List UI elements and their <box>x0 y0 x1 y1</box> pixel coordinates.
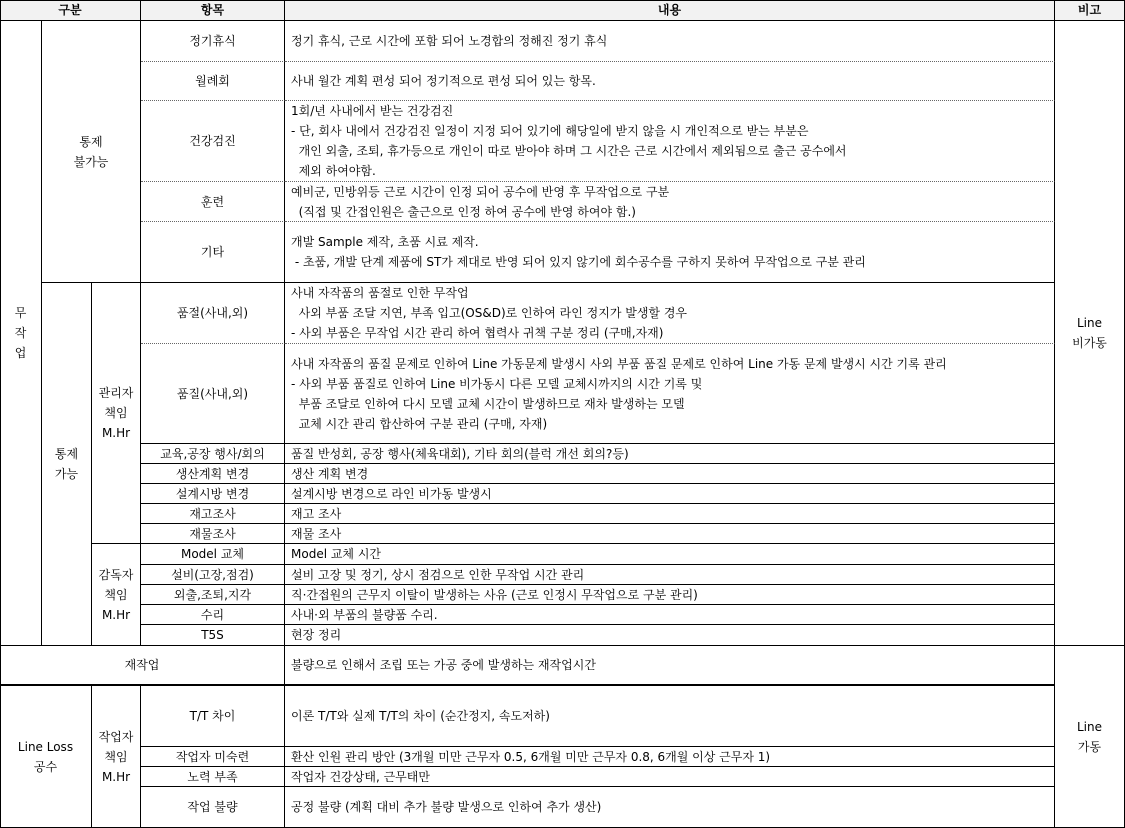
content-cell: Model 교체 시간 <box>285 544 1055 565</box>
item-cell: 생산계획 변경 <box>141 464 285 484</box>
content-cell: 사내 자작품의 품절로 인한 무작업 사외 부품 조달 지연, 부족 입고(OS&D)로 인하여 라인 정지가 발생할 경우 - 사외 부품은 무작업 시간 관리 하여 협력사 귀책 구분 정리 (구매,자재) <box>285 283 1055 344</box>
content-cell: 사내 자작품의 품질 문제로 인하여 Line 가동문제 발생시 사외 부품 품질 문제로 인하여 Line 가동 문제 발생시 시간 기록 관리 - 사외 부품 품질로 인하여 Line 비가동시 다른 모델 교체시까지의 시간 기록 및 부품 조달로 인하여 다시 모델 교체 시간이 발생하므로 재차 발생하는 모델 교체 시간 관리 합산하여 구분 관리 (구매, 자재) <box>285 344 1055 444</box>
item-cell: 품질(사내,외) <box>141 344 285 444</box>
content-cell: 공정 불량 (계획 대비 추가 불량 발생으로 인하여 추가 생산) <box>285 787 1055 828</box>
content-cell: 환산 인원 관리 방안 (3개월 미만 근무자 0.5, 6개월 미만 근무자 0.8, 6개월 이상 근무자 1) <box>285 747 1055 767</box>
remark-line-stop: Line 비가동 <box>1055 21 1125 646</box>
item-cell: T/T 차이 <box>141 686 285 747</box>
item-cell: 작업자 미숙련 <box>141 747 285 767</box>
item-cell: 외출,조퇴,지각 <box>141 585 285 605</box>
content-cell: 작업자 건강상태, 근무태만 <box>285 767 1055 787</box>
item-cell: 설비(고장,점검) <box>141 565 285 585</box>
content-cell: 사내 월간 계획 편성 되어 정기적으로 편성 되어 있는 항목. <box>285 62 1055 101</box>
content-cell: 설계시방 변경으로 라인 비가동 발생시 <box>285 484 1055 504</box>
group-uncontrollable: 통제 불가능 <box>42 21 141 283</box>
item-cell: 품절(사내,외) <box>141 283 285 344</box>
item-cell: 훈련 <box>141 182 285 222</box>
group-controllable: 통제 가능 <box>42 283 92 646</box>
item-cell: Model 교체 <box>141 544 285 565</box>
group-supervisor-responsibility: 감독자 책임 M.Hr <box>92 544 141 646</box>
content-cell: 예비군, 민방위등 근로 시간이 인정 되어 공수에 반영 후 무작업으로 구분 (직접 및 간접인원은 출근으로 인정 하여 공수에 반영 하여야 함.) <box>285 182 1055 222</box>
content-cell: 현장 정리 <box>285 625 1055 646</box>
content-cell: 1회/년 사내에서 받는 건강검진 - 단, 회사 내에서 건강검진 일정이 지정 되어 있기에 해당일에 받지 않을 시 개인적으로 받는 부분은 개인 외출, 조퇴, 휴가등으로 개인이 따로 받아야 하며 그 시간은 근로 시간에서 제외됨으로 출근 공수에서 제외 하여야함. <box>285 101 1055 182</box>
item-cell: 월례회 <box>141 62 285 101</box>
content-cell: 생산 계획 변경 <box>285 464 1055 484</box>
item-cell: 건강검진 <box>141 101 285 182</box>
item-cell: 재고조사 <box>141 504 285 524</box>
item-cell: T5S <box>141 625 285 646</box>
item-cell: 수리 <box>141 605 285 625</box>
content-cell: 정기 휴식, 근로 시간에 포함 되어 노경합의 정해진 정기 휴식 <box>285 21 1055 62</box>
group-worker-responsibility: 작업자 책임 M.Hr <box>92 686 141 828</box>
item-cell: 정기휴식 <box>141 21 285 62</box>
item-cell: 재물조사 <box>141 524 285 544</box>
header-content: 내용 <box>285 0 1055 21</box>
group-rework: 재작업 <box>0 646 285 686</box>
content-cell: 직·간접원의 근무지 이탈이 발생하는 사유 (근로 인정시 무작업으로 구분 관리) <box>285 585 1055 605</box>
content-cell: 불량으로 인해서 조립 또는 가공 중에 발생하는 재작업시간 <box>285 646 1055 686</box>
remark-line-run: Line 가동 <box>1055 646 1125 828</box>
content-cell: 사내·외 부품의 불량품 수리. <box>285 605 1055 625</box>
item-cell: 노력 부족 <box>141 767 285 787</box>
content-cell: 개발 Sample 제작, 초품 시료 제작. - 초품, 개발 단계 제품에 ST가 제대로 반영 되어 있지 않기에 회수공수를 구하지 못하여 무작업으로 구분 관리 <box>285 222 1055 283</box>
item-cell: 작업 불량 <box>141 787 285 828</box>
content-cell: 재물 조사 <box>285 524 1055 544</box>
header-category: 구분 <box>0 0 141 21</box>
content-cell: 설비 고장 및 정기, 상시 점검으로 인한 무작업 시간 관리 <box>285 565 1055 585</box>
group-manager-responsibility: 관리자 책임 M.Hr <box>92 283 141 544</box>
item-cell: 설계시방 변경 <box>141 484 285 504</box>
item-cell: 기타 <box>141 222 285 283</box>
content-cell: 재고 조사 <box>285 504 1055 524</box>
header-item: 항목 <box>141 0 285 21</box>
group-non-work: 무 작 업 <box>0 21 42 646</box>
content-cell: 품질 반성회, 공장 행사(체육대회), 기타 회의(블럭 개선 회의?등) <box>285 444 1055 464</box>
content-cell: 이론 T/T와 실제 T/T의 차이 (순간정지, 속도저하) <box>285 686 1055 747</box>
item-cell: 교육,공장 행사/회의 <box>141 444 285 464</box>
group-line-loss: Line Loss 공수 <box>0 686 92 828</box>
header-remark: 비고 <box>1055 0 1125 21</box>
